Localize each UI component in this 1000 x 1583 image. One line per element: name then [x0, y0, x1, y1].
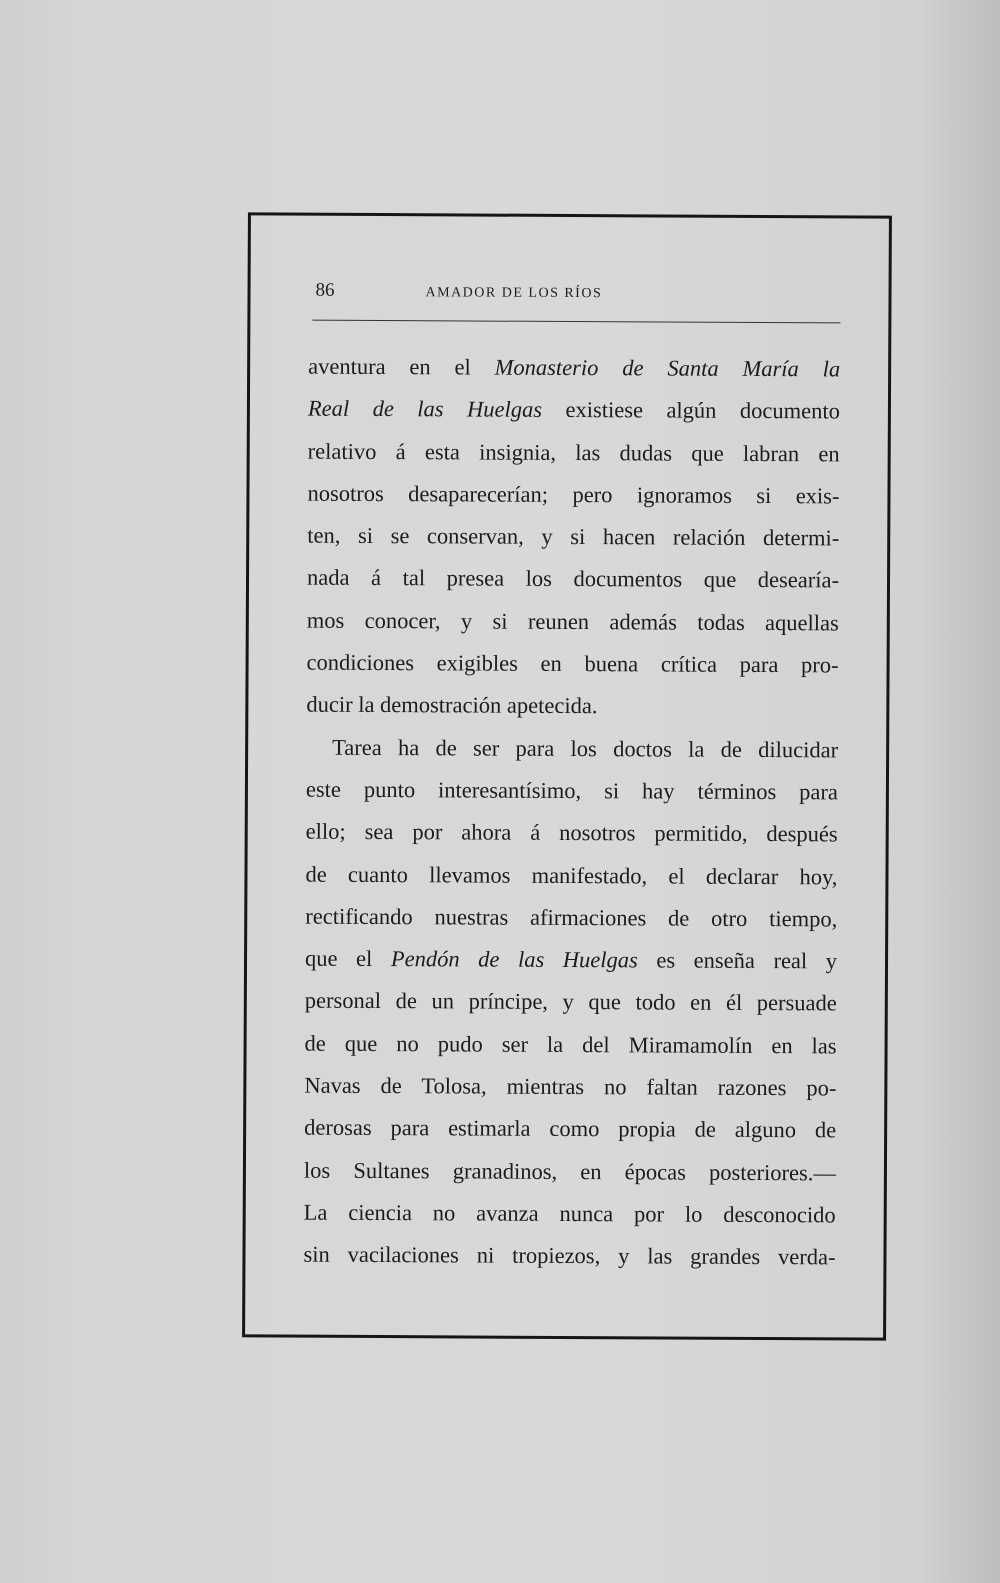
text-line: este punto interesantísimo, si hay términos para	[305, 776, 838, 805]
text-line: ten, si se conservan, y si hacen relación determi-	[307, 522, 840, 551]
text-line: personal de un príncipe, y que todo en él persuade	[304, 988, 837, 1016]
text-line: Navas de Tolosa, mientras no faltan razones po-	[304, 1072, 837, 1101]
text-line: rectificando nuestras afirmaciones de otro tiempo,	[305, 903, 838, 932]
page-number: 86	[315, 279, 335, 301]
page-frame	[242, 212, 892, 1340]
text-line: condiciones exigibles en buena crítica para pro-	[306, 649, 839, 678]
text-line: ducir la demostración apetecida.	[306, 692, 598, 719]
text-line: que el Pendón de las Huelgas es enseña real y	[304, 945, 838, 974]
text-line: nosotros desaparecerían; pero ignoramos si exis-	[307, 480, 840, 509]
text-line: de cuanto llevamos manifestado, el declarar hoy,	[305, 861, 838, 889]
text-line: ello; sea por ahora á nosotros permitido, después	[305, 818, 838, 847]
text-line: mos conocer, y si reunen además todas aquellas	[306, 607, 839, 636]
text-line: La ciencia no avanza nunca por lo desconocido	[303, 1199, 836, 1228]
text-line: nada á tal presea los documentos que desearía-	[306, 565, 840, 593]
text-line: aventura en el Monasterio de Santa María la	[308, 353, 841, 382]
body-text	[303, 346, 840, 1279]
text-line: Real de las Huelgas existiese algún documento	[307, 395, 840, 424]
text-line: sin vacilaciones ni tropiezos, y las grandes verda-	[303, 1241, 836, 1270]
text-line: los Sultanes granadinos, en épocas posteriores.—	[303, 1157, 836, 1186]
running-head	[315, 280, 838, 307]
text-line: Tarea ha de ser para los doctos la de dilucidar	[332, 734, 839, 763]
header-rule	[312, 320, 840, 324]
text-line: derosas para estimarla como propia de alguno de	[304, 1114, 837, 1143]
running-title: AMADOR DE LOS RÍOS	[425, 285, 603, 302]
text-line: relativo á esta insignia, las dudas que labran en	[307, 438, 840, 467]
text-line: de que no pudo ser la del Miramamolín en las	[304, 1030, 837, 1059]
